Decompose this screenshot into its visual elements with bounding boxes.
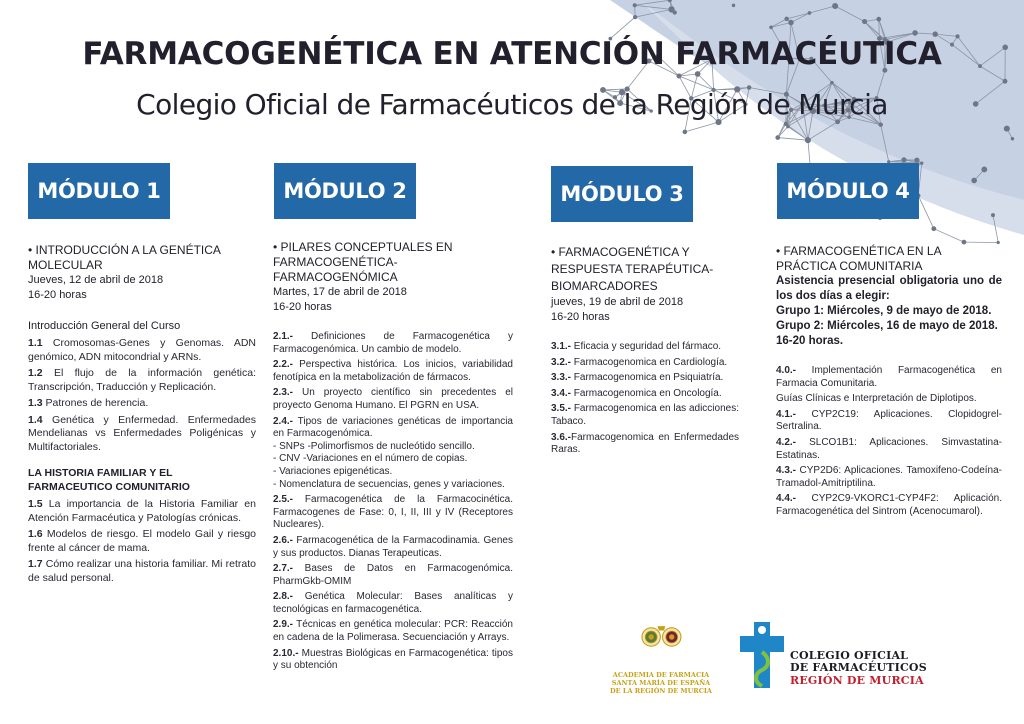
list-item: 2.8.- Genética Molecular: Bases analíticas y tecnológicas en farmacogenética. — [273, 591, 513, 615]
list-item: 4.3.- CYP2D6: Aplicaciones. Tamoxifeno-Codeína-Tramadol-Amitriptilina. — [776, 465, 1002, 489]
molecule-atom — [878, 122, 882, 126]
page-subtitle: Colegio Oficial de Farmacéuticos de la Región de Murcia — [136, 88, 888, 121]
list-item: 2.2.- Perspectiva histórica. Los inicios, variabilidad fenotípica en la metabolización de fármacos. — [273, 359, 513, 383]
molecule-atom — [633, 3, 637, 7]
module-2-hours: 16-20 horas — [273, 301, 332, 313]
module-4-heading: • FARMACOGENÉTICA EN LA PRÁCTICA COMUNITARIA — [776, 244, 941, 273]
list-item: 3.4.- Farmacogenomica en Oncología. — [551, 387, 722, 399]
list-item: 1.2 El flujo de la información genética: Transcripción, Traducción y Replicación. — [28, 367, 256, 393]
molecule-atom — [914, 157, 919, 162]
molecule-atom — [931, 226, 936, 231]
module-3-hours: 16-20 horas — [551, 311, 610, 323]
list-item: 2.1.- Definiciones de Farmacogenética y Farmacogenómica. Un cambio de modelo. — [273, 331, 513, 355]
molecule-atom — [971, 178, 977, 184]
module-3-badge: MÓDULO 3 — [551, 166, 693, 222]
molecule-atom — [668, 6, 674, 12]
list-item: 3.2.- Farmacogenomica en Cardiología. — [551, 356, 728, 368]
list-item: 3.1.- Eficacia y seguridad del fármaco. — [551, 341, 722, 352]
list-item: 4.1.- CYP2C19: Aplicaciones. Clopidogrel-Sertralina. — [776, 408, 1002, 433]
module-4-content — [776, 244, 1002, 522]
molecule-atom — [788, 20, 794, 26]
sub-list-item: - SNPs -Polimorfismos de nucleótido sencillo. — [273, 440, 475, 452]
molecule-atom — [981, 167, 987, 173]
module-4-hours: 16-20 horas. — [776, 335, 844, 347]
molecule-atom — [912, 30, 918, 36]
molecule-atom — [830, 81, 834, 85]
academia-logo-text: ACADEMIA DE FARMACIA SANTA MARÍA DE ESPAÑA DE LA REGIÓN DE MURCIA — [610, 671, 712, 695]
list-item: 3.5.- Farmacogenomica en las adicciones: Tabaco. — [551, 403, 739, 427]
module-1-content — [28, 243, 256, 588]
molecule-bond — [685, 122, 719, 132]
molecule-atom — [808, 11, 812, 15]
module-2-badge: MÓDULO 2 — [274, 163, 416, 219]
module-2-content — [273, 240, 513, 676]
molecule-atom — [775, 135, 780, 140]
module-1-section-title: Introducción General del Curso — [28, 320, 181, 332]
list-item: 2.4.- Tipos de variaciones genéticas de importancia en Farmacogenómica. — [273, 415, 513, 440]
list-item: 1.5 La importancia de la Historia Familiar en Atención Farmacéutica y Patologías crónicas. — [28, 498, 256, 524]
module-2-heading: • PILARES CONCEPTUALES EN FARMACOGENÉTICA-FARMACOGENÓMICA — [273, 240, 453, 284]
module-1-badge: MÓDULO 1 — [28, 163, 170, 219]
molecule-atom — [920, 162, 923, 165]
molecule-atom — [876, 17, 881, 22]
module-1-section-title: LA HISTORIA FAMILIAR Y EL FARMACEUTICO COMUNITARIO — [28, 467, 190, 493]
list-item: Guías Clínicas e Interpretación de Diplotipos. — [776, 393, 977, 405]
molecule-bond — [934, 229, 964, 242]
module-1-hours: 16-20 horas — [28, 289, 87, 301]
module-4-group-1: Grupo 1: Miércoles, 9 de mayo de 2018. — [776, 305, 992, 317]
molecule-atom — [784, 122, 788, 126]
molecule-atom — [732, 4, 735, 7]
module-1-heading: • INTRODUCCIÓN A LA GENÉTICA MOLECULAR — [28, 243, 221, 272]
molecule-atom — [862, 19, 867, 24]
molecule-atom — [695, 71, 701, 77]
list-item: 1.4 Genética y Enfermedad. Enfermedades Mendelianas vs Enfermedades Poligénicas y Multifactoriales. — [28, 413, 256, 453]
sub-list-item: - Nomenclatura de secuencias, genes y variaciones. — [273, 478, 505, 490]
list-item: 2.5.- Farmacogenética de la Farmacocinética. Farmacogenes de Fase: 0, I, II, III y IV (Receptores Nucleares). — [273, 494, 513, 531]
molecule-atom — [805, 137, 811, 143]
colegio-logo-text: COLEGIO OFICIAL DE FARMACÉUTICOS REGIÓN DE MURCIA — [790, 649, 927, 687]
molecule-atom — [677, 74, 682, 79]
sub-list-item: - Variaciones epigenéticas. — [273, 465, 393, 477]
molecule-atom — [633, 15, 637, 19]
list-item: 2.3.- Un proyecto científico sin precedentes el proyecto Genoma Humano. El PGRN en USA. — [273, 387, 513, 411]
module-4-attendance: Asistencia presencial obligatoria uno de los dos días a elegir: — [776, 275, 1002, 302]
molecule-atom — [1003, 79, 1008, 84]
module-3-content — [551, 244, 739, 460]
module-4-group-2: Grupo 2: Miércoles, 16 de mayo de 2018. — [776, 320, 998, 332]
molecule-atom — [769, 25, 773, 29]
list-item: 1.7 Cómo realizar una historia familiar. Mi retrato de salud personal. — [28, 558, 256, 584]
list-item: 2.10.- Muestras Biológicas en Farmacogenética: tipos y su obtención — [273, 647, 513, 672]
list-item: 1.3 Patrones de herencia. — [28, 397, 149, 409]
list-item: 2.7.- Bases de Datos en Farmacogenómica. PharmGkb-OMIM — [273, 563, 513, 587]
module-3-heading: • FARMACOGENÉTICA Y RESPUESTA TERAPÉUTICA-BIOMARCADORES — [551, 245, 714, 293]
list-item: 2.6.- Farmacogenética de la Farmacodinamia. Genes y sus productos. Dianas Terapeuticas. — [273, 534, 513, 559]
module-4-badge: MÓDULO 4 — [777, 163, 919, 219]
list-item: 1.1 Cromosomas-Genes y Genomas. ADN genómico, ADN mitocondrial y ARNs. — [28, 337, 256, 363]
list-item: 4.2.- SLCO1B1: Aplicaciones. Simvastatina-Estatinas. — [776, 436, 1002, 461]
list-item: 4.4.- CYP2C9-VKORC1-CYP4F2: Aplicación. Farmacogenética del Sintrom (Acenocumarol). — [776, 493, 1002, 517]
molecule-atom — [832, 3, 838, 9]
module-3-date: jueves, 19 de abril de 2018 — [551, 296, 684, 308]
list-item: 1.6 Modelos de riesgo. El modelo Gail y riesgo frente al cáncer de mama. — [28, 528, 256, 554]
molecule-atom — [901, 157, 906, 162]
molecule-atom — [1004, 126, 1010, 132]
page-title: FARMACOGENÉTICA EN ATENCIÓN FARMACÉUTICA — [82, 36, 942, 72]
academia-seal-logo — [614, 624, 710, 676]
molecule-atom — [991, 213, 995, 217]
colegio-cross-logo — [740, 622, 784, 688]
molecule-bond — [778, 138, 808, 141]
molecule-atom — [784, 17, 788, 21]
module-1-date: Jueves, 12 de abril de 2018 — [28, 274, 164, 286]
list-item: 3.6.-Farmacogenomica en Enfermedades Raras. — [551, 431, 739, 456]
molecule-atom — [1011, 137, 1014, 140]
sub-list-item: - CNV -Variaciones en el número de copias. — [273, 453, 468, 465]
list-item: 3.3.- Farmacogenomica en Psiquiatría. — [551, 372, 724, 384]
list-item: 2.9.- Técnicas en genética molecular: PCR: Reacción en cadena de la Polimerasa. Secuenciación y Arrays. — [273, 619, 513, 644]
module-2-date: Martes, 17 de abril de 2018 — [273, 286, 407, 298]
molecule-atom — [683, 130, 688, 135]
list-item: 4.0.- Implementación Farmacogenética en Farmacia Comunitaria. — [776, 365, 1002, 389]
